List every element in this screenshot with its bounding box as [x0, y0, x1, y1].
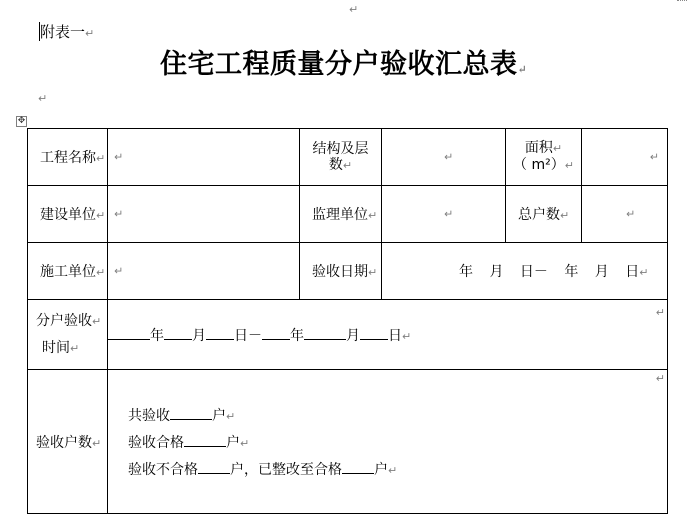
- builder-label: 建设单位: [40, 207, 96, 223]
- year-label-start: 年: [150, 327, 164, 344]
- page-title[interactable]: [160, 47, 527, 83]
- total-households-input-cell[interactable]: [582, 186, 668, 243]
- paragraph-mark: ↵: [38, 92, 48, 105]
- table-row: [28, 370, 668, 514]
- total-checked-suffix: 户: [212, 408, 226, 424]
- supervisor-input-cell[interactable]: [382, 186, 506, 243]
- table-row: [28, 243, 668, 300]
- cell-end-mark: ↵: [226, 410, 236, 423]
- cell-end-mark: ↵: [114, 264, 124, 278]
- passed-suffix: 户: [226, 435, 240, 451]
- cell-end-mark: ↵: [92, 314, 102, 328]
- household-count-label-cell: [28, 370, 108, 514]
- household-time-label-cell: [28, 300, 108, 370]
- total-checked-blank[interactable]: [170, 405, 212, 420]
- month-blank-end[interactable]: [304, 325, 346, 340]
- failed-prefix: 验收不合格: [128, 462, 198, 478]
- failed-line: [128, 457, 667, 484]
- supervisor-label: 监理单位: [312, 207, 368, 223]
- total-households-label: 总户数: [518, 207, 560, 223]
- passed-prefix: 验收合格: [128, 435, 184, 451]
- month-blank-start[interactable]: [164, 325, 192, 340]
- table-move-handle-icon[interactable]: ✥: [17, 116, 26, 126]
- structure-input-cell[interactable]: [382, 129, 506, 186]
- project-name-label: 工程名称: [40, 150, 96, 166]
- construction-input-cell[interactable]: [108, 243, 300, 300]
- cell-end-mark: ↵: [96, 209, 106, 222]
- cell-end-mark: ↵: [444, 150, 454, 164]
- structure-label-cell: [300, 129, 382, 186]
- passed-blank[interactable]: [184, 432, 226, 447]
- cell-end-mark: ↵: [240, 437, 250, 450]
- cell-end-mark: ↵: [444, 207, 454, 221]
- appendix-text: 附表一: [40, 23, 86, 41]
- day-label-start: 日－: [234, 327, 262, 344]
- month-label-end: 月: [346, 327, 360, 344]
- cell-end-mark: ↵: [96, 152, 106, 165]
- month-label-start: 月: [192, 327, 206, 344]
- construction-label: 施工单位: [40, 264, 96, 280]
- area-unit-label: （ m²）: [513, 157, 565, 173]
- supervisor-label-cell: [300, 186, 382, 243]
- household-time-label-line1: 分户验收: [36, 312, 92, 329]
- cell-end-mark: ↵: [114, 207, 124, 221]
- cell-end-mark: ↵: [342, 158, 353, 172]
- year-label-end: 年: [290, 327, 304, 344]
- cell-end-mark: ↵: [368, 266, 378, 279]
- rectified-blank[interactable]: [342, 459, 374, 474]
- household-count-input-cell[interactable]: [108, 370, 668, 514]
- builder-label-cell: [28, 186, 108, 243]
- construction-label-cell: [28, 243, 108, 300]
- project-name-label-cell: [28, 129, 108, 186]
- cell-end-mark: ↵: [114, 150, 124, 164]
- cell-end-mark: ↵: [552, 142, 563, 155]
- paragraph-mark: ↵: [517, 63, 528, 76]
- page-title-text: 住宅工程质量分户验收汇总表: [160, 49, 518, 80]
- acceptance-date-label-cell: [300, 243, 382, 300]
- project-name-input-cell[interactable]: [108, 129, 300, 186]
- cell-end-mark: ↵: [96, 266, 106, 279]
- cell-end-mark: ↵: [70, 341, 80, 355]
- household-count-label: 验收户数: [36, 434, 92, 451]
- area-label-line1: 面积: [524, 140, 553, 156]
- passed-line: [128, 430, 667, 457]
- table-row: [28, 186, 668, 243]
- failed-suffix: 户: [374, 462, 388, 478]
- acceptance-date-value: 年 月 日－ 年 月 日: [459, 264, 640, 280]
- cell-end-mark: ↵: [564, 159, 574, 172]
- cell-end-mark: ↵: [92, 436, 102, 450]
- failed-middle: 户，已整改至合格: [230, 462, 342, 478]
- summary-table: [27, 128, 668, 514]
- appendix-label[interactable]: [40, 22, 94, 42]
- structure-label-line2: 数: [328, 156, 343, 173]
- year-blank-start[interactable]: [108, 325, 150, 340]
- acceptance-date-range: [459, 261, 648, 281]
- failed-blank[interactable]: [198, 459, 230, 474]
- table-row: [28, 129, 668, 186]
- day-blank-end[interactable]: [360, 325, 388, 340]
- acceptance-date-label: 验收日期: [312, 264, 368, 280]
- area-label-cell: [506, 129, 582, 186]
- table-row: [28, 300, 668, 370]
- page-corner-mark: [677, 0, 687, 5]
- cell-end-mark: ↵: [655, 372, 665, 385]
- cell-end-mark: ↵: [560, 209, 570, 222]
- total-checked-prefix: 共验收: [128, 408, 170, 424]
- total-checked-line: [128, 403, 667, 430]
- day-blank-start[interactable]: [206, 325, 234, 340]
- area-input-cell[interactable]: [582, 129, 668, 186]
- cell-end-mark: ↵: [402, 329, 412, 343]
- year-blank-end[interactable]: [262, 325, 290, 340]
- household-time-label-line2: 时间: [42, 339, 70, 356]
- day-label-end: 日: [388, 327, 402, 344]
- cell-end-mark: ↵: [639, 266, 649, 279]
- household-time-input-cell[interactable]: [108, 300, 668, 370]
- cell-end-mark: ↵: [655, 306, 665, 319]
- cell-end-mark: ↵: [368, 209, 378, 222]
- acceptance-date-input-cell[interactable]: [382, 243, 668, 300]
- paragraph-mark: ↵: [349, 3, 359, 16]
- cell-end-mark: ↵: [649, 150, 659, 164]
- cell-end-mark: ↵: [626, 207, 636, 221]
- cell-end-mark: ↵: [388, 464, 398, 477]
- builder-input-cell[interactable]: [108, 186, 300, 243]
- structure-label-line1: 结构及层: [312, 140, 369, 157]
- paragraph-mark: ↵: [85, 27, 95, 40]
- total-households-label-cell: [506, 186, 582, 243]
